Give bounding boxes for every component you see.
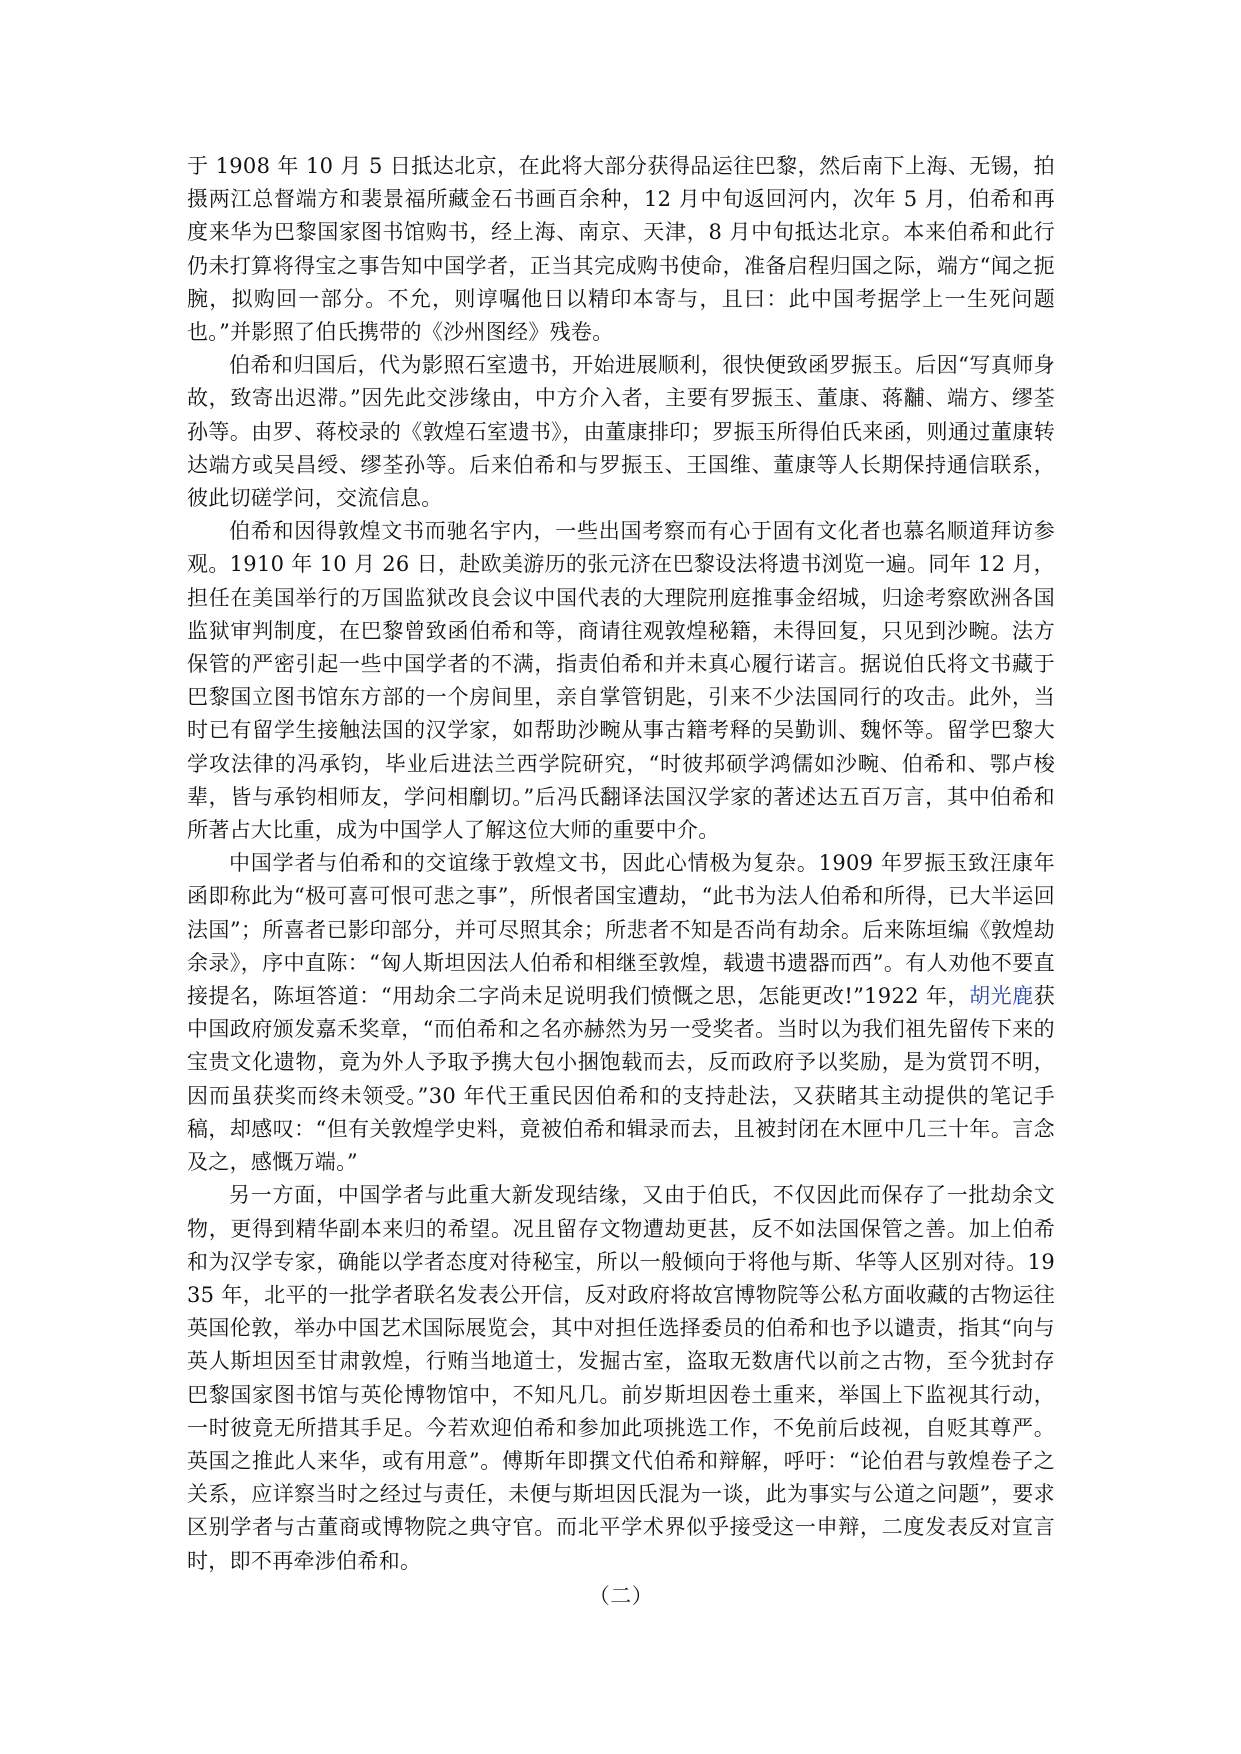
section-heading: （二） (588, 1583, 654, 1608)
document-page (187, 150, 1055, 1613)
paragraph-4-before: 中国学者与伯希和的交谊缘于敦煌文书，因此心情极为复杂。1909 年罗振玉致汪康年函即称此为“极可喜可恨可悲之事”，所恨者国宝遭劫，“此书为法人伯希和所得，已大半运回法国”；所喜者已影印部分，并可尽照其余；所悲者不知是否尚有劫余。后来陈垣编《敦煌劫余录》，序中直陈：“匈人斯坦因法人伯希和相继至敦煌，载遗书遗器而西”。有人劝他不要直接提名，陈垣答道：“用劫余二字尚未足说明我们愤慨之思，怎能更改!”1922 年， (187, 851, 1055, 1009)
paragraph-2: 伯希和归国后，代为影照石室遗书，开始进展顺利，很快便致函罗振玉。后因“写真师身故，致寄出迟滞。”因先此交涉缘由，中方介入者，主要有罗振玉、董康、蒋黼、端方、缪荃孙等。由罗、蒋校录的《敦煌石室遗书》，由董康排印；罗振玉所得伯氏来函，则通过董康转达端方或吴昌绶、缪荃孙等。后来伯希和与罗振玉、王国维、董康等人长期保持通信联系，彼此切磋学问，交流信息。 (187, 353, 1055, 511)
paragraph-5: 另一方面，中国学者与此重大新发现结缘，又由于伯氏，不仅因此而保存了一批劫余文物，更得到精华副本来归的希望。况且留存文物遭劫更甚，反不如法国保管之善。加上伯希和为汉学专家，确能以学者态度对待秘宝，所以一般倾向于将他与斯、华等人区别对待。1935 年，北平的一批学者联名发表公开信，反对政府将故宫博物院等公私方面收藏的古物运往英国伦敦，举办中国艺术国际展览会，其中对担任选择委员的伯希和也予以谴责，指其“向与英人斯坦因至甘肃敦煌，行贿当地道士，发掘古室，盗取无数唐代以前之古物，至今犹封存巴黎国家图书馆与英伦博物馆中，不知凡几。前岁斯坦因卷土重来，举国上下监视其行动，一时彼竟无所措其手足。今若欢迎伯希和参加此项挑选工作，不免前后歧视，自贬其尊严。英国之推此人来华，或有用意”。傅斯年即撰文代伯希和辩解，呼吁：“论伯君与敦煌卷子之关系，应详察当时之经过与责任，未便与斯坦因氏混为一谈，此为事实与公道之问题”，要求区别学者与古董商或博物院之典守官。而北平学术界似乎接受这一申辩，二度发表反对宣言时，即不再牵涉伯希和。 (187, 1183, 1055, 1573)
paragraph-4 (187, 847, 1055, 1179)
paragraph-4-after: 获中国政府颁发嘉禾奖章，“而伯希和之名亦赫然为另一受奖者。当时以为我们祖先留传下来的宝贵文化遗物，竟为外人予取予携大包小捆饱载而去，反而政府予以奖励，是为赏罚不明，因而虽获奖而终未领受。”30 年代王重民因伯希和的支持赴法，又获睹其主动提供的笔记手稿，却感叹：“但有关敦煌学史料，竟被伯希和辑录而去，且被封闭在木匣中几三十年。言念及之，感慨万端。” (187, 984, 1055, 1175)
person-link[interactable]: 胡光鹿 (969, 984, 1034, 1009)
paragraph-1: 于 1908 年 10 月 5 日抵达北京，在此将大部分获得品运往巴黎，然后南下上海、无锡，拍摄两江总督端方和裴景福所藏金石书画百余种，12 月中旬返回河内，次年 5 月，伯希和再度来华为巴黎国家图书馆购书，经上海、南京、天津，8 月中旬抵达北京。本来伯希和此行仍未打算将得宝之事告知中国学者，正当其完成购书使命，准备启程归国之际，端方“闻之扼腕，拟购回一部分。不允，则谆嘱他日以精印本寄与，且曰：此中国考据学上一生死问题也。”并影照了伯氏携带的《沙州图经》残卷。 (187, 154, 1055, 345)
paragraph-3: 伯希和因得敦煌文书而驰名宇内，一些出国考察而有心于固有文化者也慕名顺道拜访参观。1910 年 10 月 26 日，赴欧美游历的张元济在巴黎设法将遗书浏览一遍。同年 12 月，担任在美国举行的万国监狱改良会议中国代表的大理院刑庭推事金绍城，归途考察欧洲各国监狱审判制度，在巴黎曾致函伯希和等，商请往观敦煌秘籍，未得回复，只见到沙畹。法方保管的严密引起一些中国学者的不满，指责伯希和并未真心履行诺言。据说伯氏将文书藏于巴黎国立图书馆东方部的一个房间里，亲自掌管钥匙，引来不少法国同行的攻击。此外，当时已有留学生接触法国的汉学家，如帮助沙畹从事古籍考释的吴勤训、魏怀等。留学巴黎大学攻法律的冯承钧，毕业后进法兰西学院研究，“时彼邦硕学鸿儒如沙畹、伯希和、鄂卢梭辈，皆与承钧相师友，学问相劘切。”后冯氏翻译法国汉学家的著述达五百万言，其中伯希和所著占大比重，成为中国学人了解这位大师的重要中介。 (187, 519, 1055, 843)
